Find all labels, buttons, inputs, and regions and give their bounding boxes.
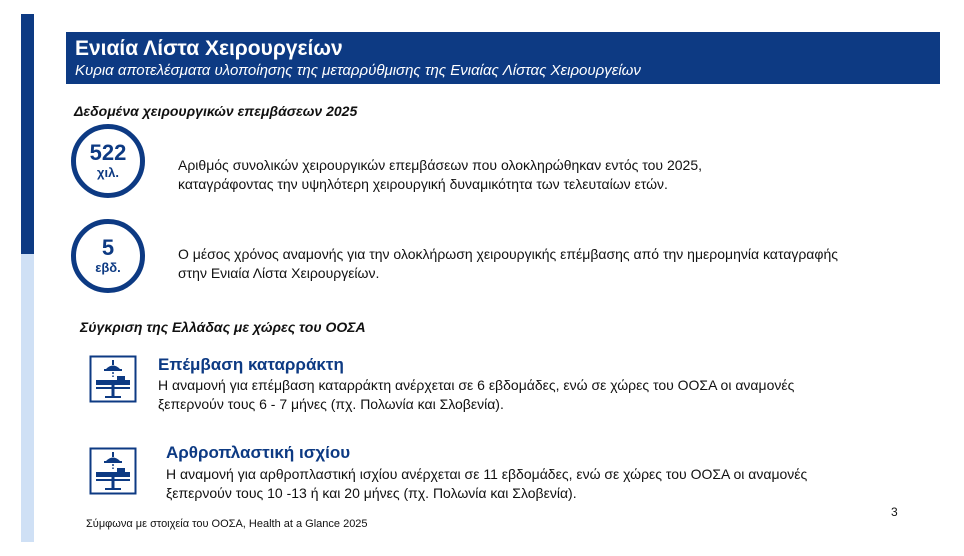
surgical-lamp-icon [89, 447, 137, 495]
stat-description-line: Ο μέσος χρόνος αναμονής για την ολοκλήρωση χειρουργικής επέμβασης από την ημερομηνία καταγραφής [178, 246, 838, 262]
procedure-title-cataract: Επέμβαση καταρράκτη [158, 355, 344, 374]
stat-circle-waiting-time [71, 219, 145, 293]
stat-description-waiting-time [178, 245, 838, 283]
side-accent-bar-dark [21, 14, 34, 254]
page-number: 3 [891, 505, 898, 519]
stat-description-surgeries [178, 156, 702, 194]
page-subtitle: Κυρια αποτελέσματα υλοποίησης της μεταρρύθμισης της Ενιαίας Λίστας Χειρουργείων [75, 62, 641, 79]
procedure-description-line: ξεπερνούν τους 6 - 7 μήνες (πχ. Πολωνία και Σλοβενία). [158, 396, 504, 412]
source-footnote: Σύμφωνα με στοιχεία του ΟΟΣΑ, Health at a Glance 2025 [86, 518, 368, 530]
section-heading-data: Δεδομένα χειρουργικών επεμβάσεων 2025 [74, 103, 358, 119]
procedure-description-line: ξεπερνούν τους 10 -13 ή και 20 μήνες (πχ. Πολωνία και Σλοβενία). [166, 485, 577, 501]
procedure-description-hip [166, 465, 807, 503]
stat-description-line: στην Ενιαία Λίστα Χειρουργείων. [178, 265, 380, 281]
stat-description-line: Αριθμός συνολικών χειρουργικών επεμβάσεων που ολοκληρώθηκαν εντός του 2025, [178, 157, 702, 173]
stat-circle-surgeries [71, 124, 145, 198]
surgical-lamp-icon [89, 355, 137, 403]
procedure-title-hip: Αρθροπλαστική ισχίου [166, 443, 351, 462]
page-title: Ενιαία Λίστα Χειρουργείων [75, 37, 343, 60]
title-banner [66, 32, 940, 84]
procedure-description-line: Η αναμονή για επέμβαση καταρράκτη ανέρχεται σε 6 εβδομάδες, ενώ σε χώρες του ΟΟΣΑ οι αναμονές [158, 377, 795, 393]
stat-unit: εβδ. [95, 260, 121, 275]
stat-unit: χιλ. [97, 165, 119, 180]
stat-value: 5 [101, 235, 115, 260]
stat-value: 522 [89, 140, 127, 165]
procedure-description-line: Η αναμονή για αρθροπλαστική ισχίου ανέρχεται σε 11 εβδομάδες, ενώ σε χώρες του ΟΟΣΑ οι αναμονές [166, 466, 808, 482]
procedure-description-cataract [158, 376, 794, 414]
side-accent-bar-light [21, 254, 34, 542]
section-heading-comparison: Σύγκριση της Ελλάδας με χώρες του ΟΟΣΑ [80, 319, 366, 335]
stat-description-line: καταγράφοντας την υψηλότερη χειρουργική δυναμικότητα των τελευταίων ετών. [178, 176, 668, 192]
